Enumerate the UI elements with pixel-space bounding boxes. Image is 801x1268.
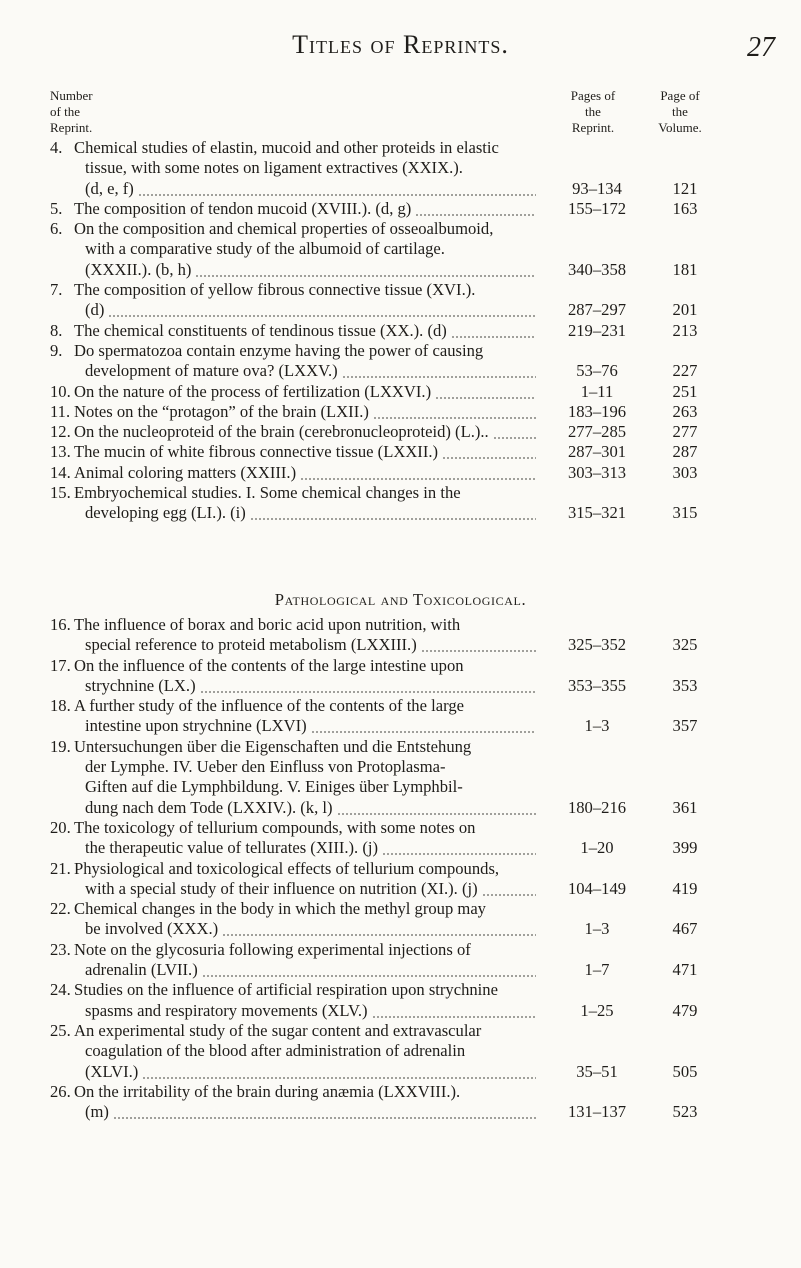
reprint-entry: [50, 442, 750, 462]
dot-leader: [435, 382, 536, 402]
entry-title-line: On the influence of the contents of the large intestine upon: [74, 655, 464, 675]
reprint-entry: [50, 483, 750, 524]
entry-number: 4.: [50, 138, 63, 157]
entry-number: 11.: [50, 401, 71, 421]
dot-leader: [421, 635, 536, 655]
reprint-pages: 1–7: [584, 960, 610, 980]
entry-number: 5.: [50, 198, 63, 218]
entry-number: 6.: [50, 219, 63, 239]
entry-title-line: intestine upon strychnine (LXVI): [85, 716, 307, 736]
column-header-line: of the: [50, 104, 80, 119]
volume-page: 353: [672, 675, 698, 695]
entry-number: 10.: [50, 381, 71, 401]
entry-title-line: der Lymphe. IV. Ueber den Einfluss von Protoplasma-: [85, 757, 446, 777]
volume-page: 505: [672, 1061, 698, 1081]
entry-number: 25.: [50, 1020, 71, 1040]
column-header-number: [50, 88, 93, 136]
dot-leader: [138, 179, 536, 199]
entry-title-line: Untersuchungen über die Eigenschaften und die Entstehung: [74, 736, 472, 756]
column-header-line: Reprint.: [50, 120, 93, 135]
entry-number: 13.: [50, 442, 71, 462]
entry-title-line: On the nature of the process of fertilization (LXXVI.): [74, 381, 432, 401]
dot-leader: [382, 838, 536, 858]
volume-page: 325: [672, 635, 698, 655]
entry-title-line: A further study of the influence of the contents of the large: [74, 696, 464, 716]
reprint-pages: 155–172: [567, 198, 627, 218]
volume-page: 419: [672, 878, 698, 898]
volume-page: 471: [672, 960, 698, 980]
reprint-entry: [50, 463, 750, 483]
volume-page: 163: [672, 198, 698, 218]
reprint-entry: [50, 219, 750, 280]
entry-number: 23.: [50, 939, 71, 959]
reprint-entry: [50, 980, 750, 1021]
column-header-line: Page of: [660, 88, 700, 103]
volume-page: 361: [672, 797, 698, 817]
reprint-list-pathological: [50, 615, 750, 1122]
dot-leader: [200, 676, 536, 696]
volume-page: 467: [672, 919, 698, 939]
entry-title-line: (m): [85, 1102, 109, 1122]
reprint-pages: 219–231: [567, 320, 627, 340]
entry-title-line: Studies on the influence of artificial respiration upon strychnine: [74, 980, 498, 1000]
reprint-entry: [50, 737, 750, 818]
reprint-entry: [50, 138, 750, 199]
reprint-pages: 131–137: [567, 1102, 627, 1122]
reprint-pages: 277–285: [567, 422, 627, 442]
entry-title-line: (XLVI.): [85, 1061, 139, 1081]
reprint-pages: 183–196: [567, 401, 627, 421]
reprint-pages: 287–301: [567, 442, 627, 462]
entry-title-line: with a comparative study of the albumoid of cartilage.: [85, 239, 445, 259]
dot-leader: [300, 463, 536, 483]
reprint-entry: [50, 615, 750, 656]
reprint-pages: 1–20: [580, 838, 614, 858]
column-header-pages: [548, 88, 638, 136]
dot-leader: [337, 798, 536, 818]
reprint-entry: [50, 899, 750, 940]
reprint-pages: 1–3: [584, 919, 610, 939]
reprint-pages: 340–358: [567, 259, 627, 279]
entry-title-line: (d): [85, 300, 105, 320]
reprint-list-biochemical: [50, 138, 750, 524]
volume-page: 263: [672, 401, 698, 421]
dot-leader: [415, 199, 536, 219]
entry-title-line: development of mature ova? (LXXV.): [85, 361, 338, 381]
volume-page: 523: [672, 1102, 698, 1122]
column-header-line: Reprint.: [571, 120, 615, 135]
reprint-pages: 93–134: [572, 178, 622, 198]
reprint-entry: [50, 1021, 750, 1082]
entry-number: 22.: [50, 899, 71, 919]
entry-number: 15.: [50, 483, 71, 503]
reprint-pages: 104–149: [567, 878, 627, 898]
entry-title-line: An experimental study of the sugar content and extravascular: [74, 1020, 482, 1040]
reprint-entry: [50, 422, 750, 442]
volume-page: 121: [672, 178, 698, 198]
entry-title-line: tissue, with some notes on ligament extractives (XXIX.).: [85, 158, 463, 178]
volume-page: 227: [672, 361, 698, 381]
entry-title-line: Note on the glycosuria following experimental injections of: [74, 939, 471, 959]
reprint-pages: 315–321: [567, 503, 627, 523]
column-header-line: Number: [50, 88, 93, 103]
dot-leader: [372, 1001, 536, 1021]
entry-number: 21.: [50, 858, 71, 878]
volume-page: 287: [672, 442, 698, 462]
entry-number: 24.: [50, 980, 71, 1000]
entry-number: 9.: [50, 340, 63, 360]
column-header-line: the: [672, 104, 688, 119]
reprint-entry: [50, 696, 750, 737]
entry-number: 19.: [50, 736, 71, 756]
dot-leader: [493, 422, 536, 442]
reprint-pages: 287–297: [567, 300, 627, 320]
entry-title-line: dung nach dem Tode (LXXIV.). (k, l): [85, 797, 333, 817]
entry-number: 16.: [50, 615, 71, 634]
reprint-entry: [50, 402, 750, 422]
entry-title-line: Notes on the “protagon” of the brain (LXII.): [74, 401, 369, 421]
volume-page: 251: [672, 381, 698, 401]
entry-title-line: (d, e, f): [85, 178, 134, 198]
entry-number: 12.: [50, 422, 71, 442]
reprint-pages: 303–313: [567, 462, 627, 482]
entry-number: 18.: [50, 696, 71, 716]
entry-title-line: be involved (XXX.): [85, 919, 219, 939]
dot-leader: [373, 402, 536, 422]
reprint-entry: [50, 859, 750, 900]
reprint-pages: 180–216: [567, 797, 627, 817]
entry-title-line: spasms and respiratory movements (XLV.): [85, 1000, 368, 1020]
reprint-pages: 1–25: [580, 1000, 614, 1020]
reprint-entry: [50, 280, 750, 321]
entry-number: 26.: [50, 1081, 71, 1101]
entry-title-line: coagulation of the blood after administration of adrenalin: [85, 1041, 466, 1061]
volume-page: 399: [672, 838, 698, 858]
reprint-entry: [50, 818, 750, 859]
entry-title-line: The chemical constituents of tendinous tissue (XX.). (d): [74, 320, 447, 340]
entry-title-line: with a special study of their influence on nutrition (XI.). (j): [85, 878, 478, 898]
reprint-entry: [50, 199, 750, 219]
entry-number: 20.: [50, 817, 71, 837]
entry-title-line: The mucin of white fibrous connective tissue (LXXII.): [74, 442, 439, 462]
entry-number: 8.: [50, 320, 63, 340]
entry-title-line: Chemical changes in the body in which the methyl group may: [74, 899, 486, 919]
page-number: 27: [747, 32, 775, 63]
entry-title-line: On the composition and chemical properties of osseoalbumoid,: [74, 219, 494, 239]
reprint-pages: 1–11: [580, 381, 614, 401]
entry-title-line: developing egg (LI.). (i): [85, 503, 246, 523]
entry-title-line: the therapeutic value of tellurates (XIII.). (j): [85, 838, 379, 858]
reprint-entry: [50, 1082, 750, 1123]
reprint-pages: 35–51: [576, 1061, 618, 1081]
volume-page: 201: [672, 300, 698, 320]
section-heading: Pathological and Toxicological.: [274, 590, 527, 609]
entry-title-line: Chemical studies of elastin, mucoid and other proteids in elastic: [74, 138, 499, 157]
entry-title-line: adrenalin (LVII.): [85, 960, 198, 980]
reprint-entry: [50, 656, 750, 697]
dot-leader: [482, 879, 536, 899]
reprint-entry: [50, 321, 750, 341]
entry-title-line: The toxicology of tellurium compounds, with some notes on: [74, 817, 476, 837]
dot-leader: [342, 361, 536, 381]
dot-leader: [442, 442, 536, 462]
dot-leader: [250, 503, 536, 523]
dot-leader: [113, 1102, 536, 1122]
entry-title-line: The composition of tendon mucoid (XVIII.). (d, g): [74, 198, 412, 218]
dot-leader: [202, 960, 536, 980]
volume-page: 357: [672, 716, 698, 736]
volume-page: 213: [672, 320, 698, 340]
entry-title-line: The composition of yellow fibrous connective tissue (XVI.).: [74, 280, 476, 300]
reprint-entry: [50, 940, 750, 981]
reprint-entry: [50, 341, 750, 382]
dot-leader: [311, 716, 536, 736]
entry-number: 14.: [50, 462, 71, 482]
entry-title-line: special reference to proteid metabolism (LXXIII.): [85, 635, 417, 655]
column-header-line: Volume.: [658, 120, 702, 135]
reprint-entry: [50, 382, 750, 402]
entry-title-line: (XXXII.). (b, h): [85, 259, 192, 279]
reprint-pages: 1–3: [584, 716, 610, 736]
entry-title-line: Physiological and toxicological effects of tellurium compounds,: [74, 858, 500, 878]
entry-number: 7.: [50, 280, 63, 300]
entry-title-line: Animal coloring matters (XXIII.): [74, 462, 297, 482]
dot-leader: [451, 321, 536, 341]
dot-leader: [108, 300, 536, 320]
volume-page: 479: [672, 1000, 698, 1020]
volume-page: 303: [672, 462, 698, 482]
entry-title-line: On the irritability of the brain during anæmia (LXXVIII.).: [74, 1081, 461, 1101]
column-header-volume: [640, 88, 720, 136]
reprint-pages: 325–352: [567, 635, 627, 655]
dot-leader: [142, 1062, 536, 1082]
entry-title-line: Giften auf die Lymphbildung. V. Einiges über Lymphbil-: [85, 777, 463, 797]
column-header-line: Pages of: [570, 88, 616, 103]
reprint-pages: 353–355: [567, 675, 627, 695]
entry-title-line: Do spermatozoa contain enzyme having the power of causing: [74, 340, 484, 360]
volume-page: 277: [672, 422, 698, 442]
entry-number: 17.: [50, 655, 71, 675]
volume-page: 315: [672, 503, 698, 523]
dot-leader: [222, 919, 536, 939]
volume-page: 181: [672, 259, 698, 279]
dot-leader: [195, 260, 536, 280]
page-title: Titles of Reprints.: [292, 30, 509, 59]
column-header-line: the: [585, 104, 601, 119]
reprint-pages: 53–76: [576, 361, 618, 381]
entry-title-line: Embryochemical studies. I. Some chemical changes in the: [74, 483, 461, 503]
entry-title-line: strychnine (LX.): [85, 675, 196, 695]
entry-title-line: The influence of borax and boric acid upon nutrition, with: [74, 615, 461, 634]
entry-title-line: On the nucleoproteid of the brain (cerebronucleoproteid) (L.)..: [74, 422, 489, 442]
